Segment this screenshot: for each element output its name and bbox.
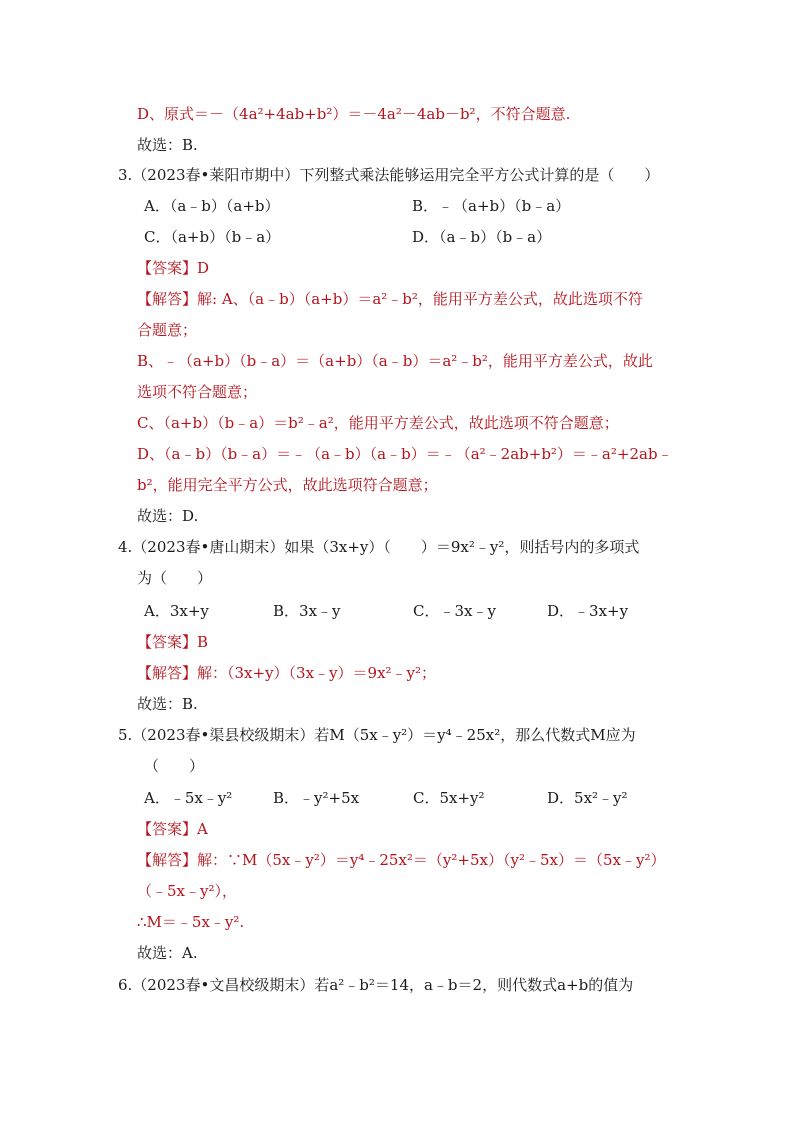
q3-solution-label: 【解答】 — [137, 290, 198, 308]
q3-option-d: D．（a﹣b）（b﹣a） — [412, 228, 552, 246]
q3-answer-value: D — [197, 259, 210, 277]
q5-answer-label: 【答案】 — [137, 820, 198, 838]
q4-option-a: A．3x+y — [144, 602, 209, 620]
q5-stem-line-1: 5.（2023春•渠县校级期末）若M（5x﹣y²）＝y⁴﹣25x²，那么代数式M应为 — [118, 726, 636, 744]
q3-option-b: B．﹣（a+b）（b﹣a） — [412, 197, 571, 215]
q4-solution-line-1 — [137, 663, 436, 683]
q4-choose: 故选：B. — [137, 695, 198, 713]
q5-answer — [137, 819, 208, 839]
q4-option-b: B．3x﹣y — [273, 602, 341, 620]
q3-option-c: C．（a+b）（b﹣a） — [144, 228, 281, 246]
prev-choose-line — [137, 135, 198, 155]
q4-answer-value: B — [197, 633, 209, 651]
q5-option-d: D．5x²﹣y² — [547, 789, 628, 807]
q4-stem-line-2: 为（ ） — [137, 569, 213, 587]
q5-option-b: B．﹣y²+5x — [273, 789, 360, 807]
q4-solution-text-1: 解：（3x+y）（3x﹣y）＝9x²﹣y²； — [197, 664, 437, 682]
q5-option-a: A．﹣5x﹣y² — [144, 789, 233, 807]
q6-stem-line-1: 6.（2023春•文昌校级期末）若a²﹣b²＝14，a﹣b＝2，则代数式a+b的值为 — [118, 976, 634, 994]
q5-stem-line-2: （ ） — [144, 757, 205, 775]
q4-solution-label: 【解答】 — [137, 664, 198, 682]
q5-option-c: C．5x+y² — [413, 789, 485, 807]
q5-choose: 故选：A. — [137, 944, 198, 962]
q4-stem-line-1: 4.（2023春•唐山期末）如果（3x+y）（ ）＝9x²﹣y²，则括号内的多项式 — [118, 538, 640, 556]
q3-solution-line-6: D、（a﹣b）（b﹣a）＝﹣（a﹣b）（a﹣b）＝﹣（a²﹣2ab+b²）＝﹣a²+2ab﹣ — [137, 445, 673, 463]
q5-answer-value: A — [197, 820, 208, 838]
q3-solution-line-3: B、﹣（a+b）（b﹣a）＝（a+b）（a﹣b）＝a²﹣b²，能用平方差公式，故此 — [137, 352, 653, 370]
q3-option-a: A．（a﹣b）（a+b） — [144, 197, 280, 215]
q5-solution-line-1 — [137, 850, 665, 870]
q3-solution-line-5: C、（a+b）（b﹣a）＝b²﹣a²，能用平方差公式，故此选项不符合题意； — [137, 414, 619, 432]
q5-solution-text-1: 解：∵M（5x﹣y²）＝y⁴﹣25x²＝（y²+5x）（y²﹣5x）＝（5x﹣y²） — [197, 851, 666, 869]
q4-answer-label: 【答案】 — [137, 633, 198, 651]
prev-solution-d-line: D、原式＝－（4a²+4ab+b²）＝－4a²－4ab－b²，不符合题意. — [137, 105, 571, 123]
q3-solution-line-7: b²，能用完全平方公式，故此选项符合题意； — [137, 476, 438, 494]
q3-solution-line-1 — [137, 289, 643, 309]
q3-solution-line-2: 合题意； — [137, 321, 198, 339]
q4-option-c: C．﹣3x﹣y — [413, 602, 496, 620]
q5-solution-line-2: （﹣5x﹣y²）， — [137, 882, 237, 900]
q5-solution-label: 【解答】 — [137, 851, 198, 869]
q3-answer-label: 【答案】 — [137, 259, 198, 277]
q3-choose: 故选：D. — [137, 507, 199, 525]
q3-stem: 3.（2023春•莱阳市期中）下列整式乘法能够运用完全平方公式计算的是（ ） — [118, 166, 660, 184]
q3-answer — [137, 258, 209, 278]
q3-solution-line-4: 选项不符合题意； — [137, 383, 258, 401]
q3-solution-text-1: 解: A、（a﹣b）（a+b）＝a²﹣b²，能用平方差公式，故此选项不符 — [197, 290, 643, 308]
q5-solution-line-3: ∴M＝﹣5x﹣y². — [137, 913, 245, 931]
q4-answer — [137, 632, 208, 652]
q4-option-d: D．﹣3x+y — [547, 602, 629, 620]
prev-choose: 故选：B. — [137, 136, 198, 154]
